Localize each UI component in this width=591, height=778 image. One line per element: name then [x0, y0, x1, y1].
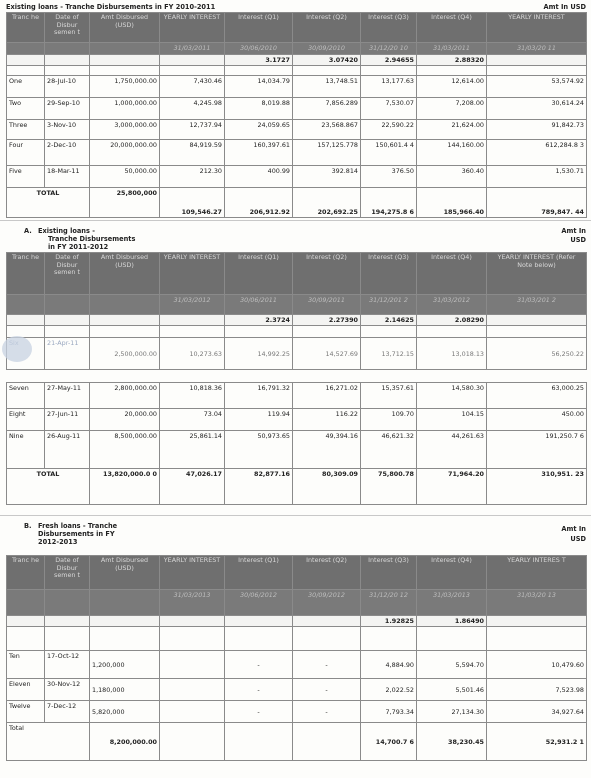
total-q1: 206,912.92	[225, 188, 293, 218]
rate-cell	[160, 616, 225, 627]
q4-cell: 5,594.70	[417, 651, 487, 679]
date-cell: 7-Dec-12	[45, 701, 90, 723]
date-cell	[7, 295, 45, 315]
date-cell: 31/03/2011	[160, 43, 225, 55]
yearly-total-cell: 53,574.92	[487, 76, 587, 98]
rate-cell	[487, 315, 587, 326]
section-title: Existing loans - Tranche Disbursements in FY 2010-2011	[6, 3, 216, 11]
date-cell: 30/09/2012	[293, 590, 361, 616]
total-yearly: 109,546.27	[160, 188, 225, 218]
date-cell: 26-Aug-11	[45, 431, 90, 469]
q2-cell: 13,748.51	[293, 76, 361, 98]
date-cell	[7, 43, 45, 55]
q2-cell: 116.22	[293, 409, 361, 431]
date-cell: 31/03/2013	[160, 590, 225, 616]
rate-cell: 1.86490	[417, 616, 487, 627]
yearly-total-cell: 10,479.60	[487, 651, 587, 679]
yearly-total-cell: 1,530.71	[487, 166, 587, 188]
date-cell: 30/06/2011	[225, 295, 293, 315]
table-row	[7, 651, 587, 679]
date-cell: 31/12/20 12	[361, 590, 417, 616]
table-row	[7, 120, 587, 140]
total-label: TOTAL	[7, 188, 90, 218]
date-cell: 29-Sep-10	[45, 98, 90, 120]
section-fy-2012-2013	[24, 522, 586, 546]
yearly-cell	[160, 679, 225, 701]
yearly-total-cell: 34,927.64	[487, 701, 587, 723]
q1-cell: 119.94	[225, 409, 293, 431]
date-cell: 21-Apr-11	[45, 338, 90, 370]
col-header: Interest (Q2)	[293, 253, 361, 295]
amount-unit-label: USD	[570, 236, 586, 244]
col-header: Interest (Q3)	[361, 253, 417, 295]
q4-cell: 104.15	[417, 409, 487, 431]
col-header: Interest (Q4)	[417, 556, 487, 590]
total-q2: 202,692.25	[293, 188, 361, 218]
q3-cell: 376.50	[361, 166, 417, 188]
amount-unit-label: Amt In	[561, 227, 586, 235]
rate-cell: 3.1727	[225, 55, 293, 66]
table-row	[7, 679, 587, 701]
table-row	[7, 338, 587, 370]
yearly-cell	[160, 701, 225, 723]
table-row	[7, 140, 587, 166]
divider	[0, 515, 591, 516]
amount-cell: 1,180,000	[90, 679, 160, 701]
table-row	[7, 76, 587, 98]
tranche-cell: Ten	[7, 651, 45, 679]
col-header: Amt Disbursed (USD)	[90, 253, 160, 295]
q1-cell: 24,059.65	[225, 120, 293, 140]
yearly-total-cell: 30,614.24	[487, 98, 587, 120]
yearly-cell: 4,245.98	[160, 98, 225, 120]
total-amount: 25,800,000	[90, 188, 160, 218]
table-fy-2011-2012-continued	[6, 382, 587, 505]
q1-cell: -	[225, 701, 293, 723]
col-header: Date of Disbur semen t	[45, 13, 90, 43]
q4-cell: 13,018.13	[417, 338, 487, 370]
q1-cell: 16,791.32	[225, 383, 293, 409]
tranche-cell: Eleven	[7, 679, 45, 701]
col-header: Amt Disbursed (USD)	[90, 13, 160, 43]
q3-cell: 7,530.07	[361, 98, 417, 120]
amount-cell: 20,000,000.00	[90, 140, 160, 166]
section-fy-2010-2011	[6, 3, 586, 11]
q1-cell: 50,973.65	[225, 431, 293, 469]
date-cell: 30/09/2010	[293, 43, 361, 55]
date-cell	[7, 590, 45, 616]
section-title-line: in FY 2011-2012	[48, 243, 109, 251]
q3-cell: 15,357.61	[361, 383, 417, 409]
amount-cell: 1,200,000	[90, 651, 160, 679]
q1-cell: 8,019.88	[225, 98, 293, 120]
total-yearly: 47,026.17	[160, 469, 225, 505]
rate-cell: 2.88320	[417, 55, 487, 66]
yearly-total-cell: 63,000.25	[487, 383, 587, 409]
col-header: Interest (Q2)	[293, 556, 361, 590]
rate-cell: 2.94655	[361, 55, 417, 66]
total-q1	[225, 723, 293, 761]
date-cell	[90, 43, 160, 55]
q4-cell: 44,261.63	[417, 431, 487, 469]
rate-cell	[293, 616, 361, 627]
amount-unit-label: USD	[570, 535, 586, 543]
rate-cell	[7, 315, 45, 326]
rate-cell	[160, 315, 225, 326]
total-q3: 14,700.7 6	[361, 723, 417, 761]
yearly-cell: 212.30	[160, 166, 225, 188]
col-header: YEARLY INTERES T	[487, 556, 587, 590]
section-title-line: Fresh loans - Tranche	[38, 522, 118, 530]
col-header: Interest (Q1)	[225, 556, 293, 590]
yearly-total-cell: 191,250.7 6	[487, 431, 587, 469]
amount-unit-label: Amt In USD	[543, 3, 586, 11]
q4-cell: 360.40	[417, 166, 487, 188]
date-cell	[45, 295, 90, 315]
rate-cell: 2.14625	[361, 315, 417, 326]
date-cell: 30/06/2010	[225, 43, 293, 55]
q3-cell: 2,022.52	[361, 679, 417, 701]
table-row	[7, 98, 587, 120]
total-row	[7, 188, 587, 218]
date-cell: 27-May-11	[45, 383, 90, 409]
table-fy-2011-2012	[6, 252, 587, 370]
total-label: Total	[7, 723, 90, 761]
col-header: Date of Disbur semen t	[45, 556, 90, 590]
tranche-cell: Three	[7, 120, 45, 140]
yearly-cell: 10,273.63	[160, 338, 225, 370]
q2-cell: 392.814	[293, 166, 361, 188]
total-amount: 8,200,000.00	[90, 723, 160, 761]
yearly-cell: 84,919.59	[160, 140, 225, 166]
col-header: Interest (Q4)	[417, 253, 487, 295]
tranche-cell: Two	[7, 98, 45, 120]
tranche-cell: Four	[7, 140, 45, 166]
section-title-line: 2012-2013	[38, 538, 78, 546]
yearly-total-cell: 91,842.73	[487, 120, 587, 140]
q2-cell: 157,125.778	[293, 140, 361, 166]
amount-cell: 2,500,000.00	[90, 338, 160, 370]
q3-cell: 150,601.4 4	[361, 140, 417, 166]
q2-cell: 7,856.289	[293, 98, 361, 120]
q3-cell: 13,177.63	[361, 76, 417, 98]
q1-cell: 14,992.25	[225, 338, 293, 370]
section-title-line: Existing loans -	[38, 227, 95, 235]
q3-cell: 13,712.15	[361, 338, 417, 370]
total-q4: 185,966.40	[417, 188, 487, 218]
total-q2: 80,309.09	[293, 469, 361, 505]
amount-cell: 5,820,000	[90, 701, 160, 723]
total-row	[7, 469, 587, 505]
date-cell: 31/03/2011	[417, 43, 487, 55]
section-title-line: Tranche Disbursements	[48, 235, 136, 243]
yearly-cell: 12,737.94	[160, 120, 225, 140]
col-header: Tranc he	[7, 556, 45, 590]
date-cell: 31/03/2012	[417, 295, 487, 315]
col-header: Interest (Q3)	[361, 556, 417, 590]
q4-cell: 21,624.00	[417, 120, 487, 140]
rate-cell	[45, 616, 90, 627]
col-header: Amt Disbursed (USD)	[90, 556, 160, 590]
tranche-cell: Eight	[7, 409, 45, 431]
total-q3: 75,800.78	[361, 469, 417, 505]
rate-cell	[90, 55, 160, 66]
date-cell: 30/09/2011	[293, 295, 361, 315]
date-cell	[45, 43, 90, 55]
section-prefix: B.	[24, 522, 32, 530]
amount-cell: 8,500,000.00	[90, 431, 160, 469]
col-header: Interest (Q1)	[225, 13, 293, 43]
total-q3: 194,275.8 6	[361, 188, 417, 218]
rate-cell	[90, 616, 160, 627]
q2-cell: 14,527.69	[293, 338, 361, 370]
rate-cell	[7, 55, 45, 66]
date-cell: 31/03/20 11	[487, 43, 587, 55]
col-header: Interest (Q2)	[293, 13, 361, 43]
date-cell: 2-Dec-10	[45, 140, 90, 166]
q2-cell: -	[293, 679, 361, 701]
rate-cell	[487, 616, 587, 627]
section-title-line: Disbursements in FY	[38, 530, 115, 538]
tranche-cell: One	[7, 76, 45, 98]
section-prefix: A.	[24, 227, 32, 235]
table-row	[7, 409, 587, 431]
q4-cell: 144,160.00	[417, 140, 487, 166]
col-header: YEARLY INTEREST	[160, 253, 225, 295]
q3-cell: 7,793.34	[361, 701, 417, 723]
date-cell: 31/03/20 13	[487, 590, 587, 616]
q1-cell: -	[225, 679, 293, 701]
total-q2	[293, 723, 361, 761]
q2-cell: -	[293, 651, 361, 679]
total-amount: 13,820,000.0 0	[90, 469, 160, 505]
col-header: Interest (Q3)	[361, 13, 417, 43]
date-cell: 17-Oct-12	[45, 651, 90, 679]
yearly-cell	[160, 651, 225, 679]
col-header: YEARLY INTEREST (Refer Note below)	[487, 253, 587, 295]
total-row	[7, 723, 587, 761]
tranche-cell: Twelve	[7, 701, 45, 723]
q2-cell: 49,394.16	[293, 431, 361, 469]
total-label: TOTAL	[7, 469, 90, 505]
table-fy-2010-2011	[6, 12, 587, 218]
date-cell	[90, 295, 160, 315]
yearly-cell: 25,861.14	[160, 431, 225, 469]
q3-cell: 4,884.90	[361, 651, 417, 679]
q1-cell: 160,397.61	[225, 140, 293, 166]
q2-cell: 16,271.02	[293, 383, 361, 409]
col-header: Interest (Q4)	[417, 13, 487, 43]
total-yearly-sum: 789,847. 44	[487, 188, 587, 218]
yearly-total-cell: 612,284.8 3	[487, 140, 587, 166]
amount-cell: 3,000,000.00	[90, 120, 160, 140]
amount-cell: 50,000.00	[90, 166, 160, 188]
rate-cell	[487, 55, 587, 66]
rate-cell: 2.3724	[225, 315, 293, 326]
q4-cell: 5,501.46	[417, 679, 487, 701]
date-cell: 31/03/2012	[160, 295, 225, 315]
date-cell: 18-Mar-11	[45, 166, 90, 188]
q1-cell: 14,034.79	[225, 76, 293, 98]
rate-cell	[45, 55, 90, 66]
total-q4: 71,964.20	[417, 469, 487, 505]
rate-cell	[90, 315, 160, 326]
tranche-cell: Five	[7, 166, 45, 188]
yearly-total-cell: 7,523.98	[487, 679, 587, 701]
amount-cell: 1,000,000.00	[90, 98, 160, 120]
q3-cell: 22,590.22	[361, 120, 417, 140]
amount-cell: 20,000.00	[90, 409, 160, 431]
tranche-cell: Seven	[7, 383, 45, 409]
date-cell: 28-Jul-10	[45, 76, 90, 98]
rate-cell: 1.92825	[361, 616, 417, 627]
date-cell: 31/03/2013	[417, 590, 487, 616]
q1-cell: 400.99	[225, 166, 293, 188]
col-header: Tranc he	[7, 13, 45, 43]
date-cell: 31/12/20 10	[361, 43, 417, 55]
q3-cell: 109.70	[361, 409, 417, 431]
col-header: YEARLY INTEREST	[160, 13, 225, 43]
stamp-mark	[2, 336, 32, 362]
section-fy-2011-2012	[24, 227, 586, 251]
yearly-total-cell: 56,250.22	[487, 338, 587, 370]
q2-cell: 23,568.867	[293, 120, 361, 140]
date-cell: 31/03/201 2	[487, 295, 587, 315]
table-row	[7, 166, 587, 188]
q4-cell: 27,134.30	[417, 701, 487, 723]
q1-cell: -	[225, 651, 293, 679]
q2-cell: -	[293, 701, 361, 723]
col-header: Interest (Q1)	[225, 253, 293, 295]
date-cell	[45, 590, 90, 616]
table-row	[7, 431, 587, 469]
amount-cell: 1,750,000.00	[90, 76, 160, 98]
rate-cell	[160, 55, 225, 66]
amount-cell: 2,800,000.00	[90, 383, 160, 409]
total-yearly-sum: 310,951. 23	[487, 469, 587, 505]
date-cell	[90, 590, 160, 616]
col-header: Date of Disbur semen t	[45, 253, 90, 295]
col-header: YEARLY INTEREST	[160, 556, 225, 590]
rate-cell	[45, 315, 90, 326]
yearly-cell: 7,430.46	[160, 76, 225, 98]
rate-cell: 2.27390	[293, 315, 361, 326]
divider	[0, 220, 591, 221]
table-row	[7, 383, 587, 409]
q4-cell: 14,580.30	[417, 383, 487, 409]
total-q1: 82,877.16	[225, 469, 293, 505]
date-cell: 31/12/201 2	[361, 295, 417, 315]
rate-cell: 3.07420	[293, 55, 361, 66]
amount-unit-label: Amt In	[561, 525, 586, 533]
total-q4: 38,230.45	[417, 723, 487, 761]
total-yearly	[160, 723, 225, 761]
col-header: YEARLY INTEREST	[487, 13, 587, 43]
date-cell: 30/06/2012	[225, 590, 293, 616]
q4-cell: 12,614.00	[417, 76, 487, 98]
date-cell: 27-Jun-11	[45, 409, 90, 431]
rate-cell	[225, 616, 293, 627]
tranche-cell: Nine	[7, 431, 45, 469]
col-header: Tranc he	[7, 253, 45, 295]
table-row	[7, 701, 587, 723]
date-cell: 3-Nov-10	[45, 120, 90, 140]
rate-cell: 2.08290	[417, 315, 487, 326]
yearly-cell: 10,818.36	[160, 383, 225, 409]
page-break	[0, 374, 591, 382]
total-yearly-sum: 52,931.2 1	[487, 723, 587, 761]
yearly-total-cell: 450.00	[487, 409, 587, 431]
yearly-cell: 73.04	[160, 409, 225, 431]
date-cell: 30-Nov-12	[45, 679, 90, 701]
q4-cell: 7,208.00	[417, 98, 487, 120]
rate-cell	[7, 616, 45, 627]
q3-cell: 46,621.32	[361, 431, 417, 469]
table-fy-2012-2013	[6, 555, 587, 761]
